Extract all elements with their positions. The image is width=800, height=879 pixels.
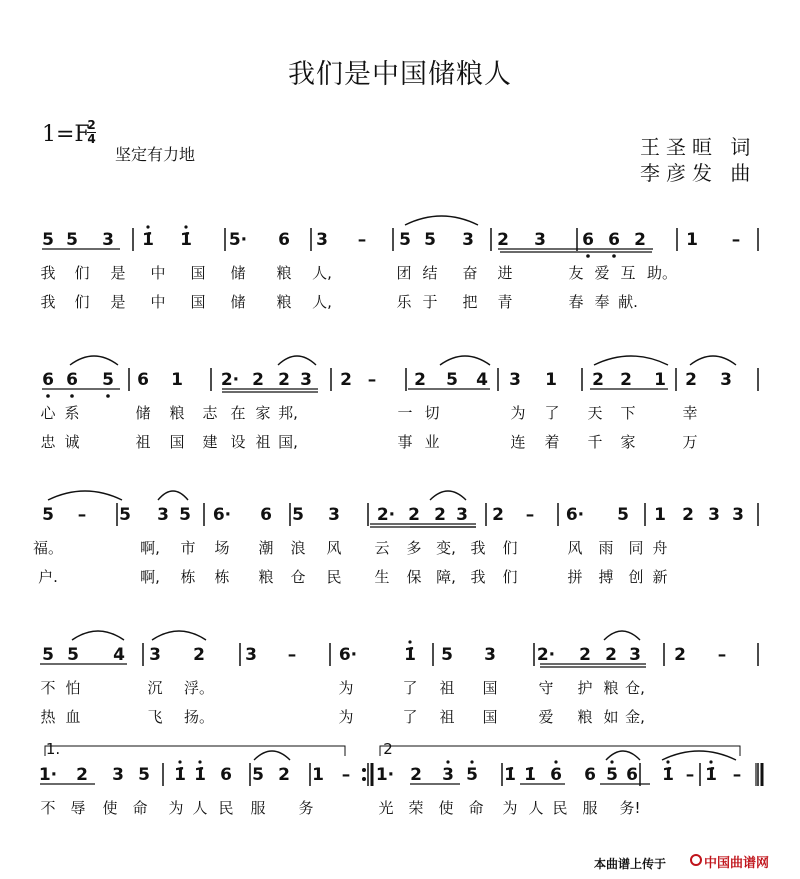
note-digit: 3 [245, 645, 257, 665]
lyric-verse1: 为 [510, 404, 526, 422]
lyric-verse2: 祖 [135, 433, 151, 451]
note-digit: 5 [617, 505, 629, 525]
note-digit: 1̇ [524, 765, 536, 785]
note-digit: 2 [579, 645, 591, 665]
note-digit: 5 [399, 230, 411, 250]
note-digit: 3 [300, 370, 312, 390]
note-digit: – [685, 765, 695, 785]
note-digit: – [341, 765, 351, 785]
lyric-verse1: 务! [619, 799, 641, 817]
lyric-verse1: 光 [378, 799, 394, 817]
lyric-verse1: 在 [230, 404, 246, 422]
lyric-verse1: 团 [396, 264, 412, 282]
lyric-verse2: 搏 [598, 568, 614, 586]
lyric-verse2: 我 [470, 568, 486, 586]
lyric-verse1: 下 [620, 404, 636, 422]
lyric-verse2: 国 [190, 293, 206, 311]
high-octave-dot [178, 760, 181, 763]
lyric-verse1: 云 [374, 539, 390, 557]
note-digit: 2 [682, 505, 694, 525]
low-octave-dot [70, 394, 74, 398]
note-digit: 1 [171, 370, 183, 390]
note-digit: – [77, 505, 87, 525]
high-octave-dot [184, 225, 187, 228]
note-digit: 2 [414, 370, 426, 390]
note-digit: 6 [220, 765, 232, 785]
lyric-verse1: 奋 [462, 264, 478, 282]
note-digit: 5 [424, 230, 436, 250]
lyric-verse1: 福。 [32, 539, 64, 557]
tie-slur [278, 356, 316, 365]
note-digit: 5 [252, 765, 264, 785]
lyric-verse1: 一 [397, 404, 413, 422]
note-digit: 3 [316, 230, 328, 250]
lyric-verse1: 守 [538, 679, 554, 697]
high-octave-dot [198, 760, 201, 763]
low-octave-dot [612, 254, 616, 258]
note-digit: 2 [193, 645, 205, 665]
lyric-verse1: 切 [424, 404, 440, 422]
lyric-verse2: 青 [497, 293, 513, 311]
lyric-verse2: 人, [312, 293, 332, 311]
lyric-verse1: 爱 [594, 264, 610, 282]
lyric-verse1: 不 [40, 799, 56, 817]
lyric-verse1: 是 [110, 264, 126, 282]
lyric-verse2: 把 [462, 293, 478, 311]
lyric-verse1: 互 [620, 264, 636, 282]
note-digit: 5 [138, 765, 150, 785]
note-digit: – [357, 230, 367, 250]
lyric-verse1: 风 [326, 539, 342, 557]
lyric-verse2: 于 [422, 293, 438, 311]
lyric-verse2: 业 [424, 433, 440, 451]
lyric-verse2: 设 [230, 433, 246, 451]
lyric-verse1: 幸 [682, 404, 698, 422]
note-digit: 4 [476, 370, 488, 390]
lyric-verse2: 国 [169, 433, 185, 451]
key-signature: 1=F [42, 122, 90, 147]
tie-slur [254, 751, 290, 760]
lyric-verse1: 粮 [169, 404, 185, 422]
high-octave-dot [470, 760, 473, 763]
note-digit: 5· [228, 230, 248, 250]
lyric-verse2: 粮 [258, 568, 274, 586]
note-digit: 1 [654, 370, 666, 390]
lyric-verse2: 粮 [577, 708, 593, 726]
lyric-verse1: 风 [567, 539, 583, 557]
note-digit: 2 [497, 230, 509, 250]
lyric-verse2: 奉 [594, 293, 610, 311]
high-octave-dot [146, 225, 149, 228]
lyric-verse1: 祖 [439, 679, 455, 697]
note-digit: 6 [137, 370, 149, 390]
lyric-verse2: 储 [230, 293, 246, 311]
note-digit: 3 [157, 505, 169, 525]
note-digit: 1̇ [504, 765, 516, 785]
note-digit: – [731, 230, 741, 250]
note-digit: 3 [462, 230, 474, 250]
lyric-verse1: 使 [438, 799, 454, 817]
score-title: 我们是中国储粮人 [288, 59, 512, 90]
note-digit: 6· [338, 645, 358, 665]
lyric-verse1: 结 [422, 264, 438, 282]
note-digit: – [367, 370, 377, 390]
lyric-verse2: 为 [338, 708, 354, 726]
lyric-verse2: 建 [202, 433, 218, 451]
lyric-verse2: 飞 [147, 708, 163, 726]
low-octave-dot [106, 394, 110, 398]
note-digit: 2 [252, 370, 264, 390]
lyric-verse2: 诚 [64, 433, 80, 451]
lyric-verse2: 千 [587, 433, 603, 451]
tie-slur [70, 356, 118, 365]
lyric-verse1: 荣 [408, 799, 424, 817]
lyric-verse2: 新 [652, 568, 668, 586]
lyric-verse2: 热 [40, 708, 56, 726]
lyric-verse1: 们 [502, 539, 518, 557]
high-octave-dot [709, 760, 712, 763]
low-octave-dot [586, 254, 590, 258]
lyric-verse1: 了 [402, 679, 418, 697]
tie-slur [594, 356, 668, 365]
lyric-verse1: 为 [168, 799, 184, 817]
note-digit: 2 [605, 645, 617, 665]
lyric-verse2: 爱 [538, 708, 554, 726]
lyric-verse1: 邦, [278, 404, 298, 422]
lyric-verse1: 务 [298, 799, 314, 817]
tie-slur [72, 631, 124, 640]
lyric-verse1: 中 [150, 264, 166, 282]
note-digit: 3 [732, 505, 744, 525]
high-octave-dot [408, 640, 411, 643]
tie-slur [152, 631, 206, 640]
note-digit: 6 [582, 230, 594, 250]
note-digit: 3 [112, 765, 124, 785]
lyric-verse1: 变, [436, 539, 456, 557]
lyric-verse1: 们 [74, 264, 90, 282]
note-digit: 1̇ [404, 645, 416, 665]
lyric-verse2: 春 [568, 293, 584, 311]
lyric-verse2: 我 [40, 293, 56, 311]
tie-slur [606, 751, 640, 760]
lyric-verse1: 人 [192, 799, 208, 817]
lyric-verse1: 人 [528, 799, 544, 817]
note-digit: 1 [654, 505, 666, 525]
lyric-verse1: 沉 [147, 679, 163, 697]
site-logo-text: 中国曲谱网 [704, 856, 770, 871]
lyric-verse1: 多 [406, 539, 422, 557]
note-digit: 4 [113, 645, 125, 665]
note-digit: – [287, 645, 297, 665]
lyric-verse2: 啊, [140, 568, 160, 586]
lyric-verse2: 们 [74, 293, 90, 311]
lyric-verse1: 民 [218, 799, 234, 817]
lyric-verse1: 为 [502, 799, 518, 817]
note-digit: 2 [685, 370, 697, 390]
note-digit: 1̇ [174, 765, 186, 785]
note-digit: 2 [278, 765, 290, 785]
note-digit: 2 [620, 370, 632, 390]
lyric-verse1: 储 [230, 264, 246, 282]
lyric-verse1: 怕 [65, 679, 81, 697]
time-signature-top: 2 [87, 118, 96, 132]
lyric-verse2: 拼 [567, 568, 583, 586]
lyric-verse1: 同 [628, 539, 644, 557]
note-digit: 3 [509, 370, 521, 390]
note-digit: 2 [634, 230, 646, 250]
note-digit: 2 [340, 370, 352, 390]
lyric-verse1: 助。 [646, 264, 678, 282]
lyric-verse1: 服 [250, 799, 266, 817]
lyric-verse1: 系 [64, 404, 80, 422]
lyric-verse1: 民 [552, 799, 568, 817]
note-digit: 5 [42, 645, 54, 665]
lyric-verse2: 连 [510, 433, 526, 451]
note-digit: 5 [67, 645, 79, 665]
lyric-verse1: 市 [180, 539, 196, 557]
lyric-verse2: 事 [397, 433, 413, 451]
lyric-verse1: 我 [470, 539, 486, 557]
note-digit: 1· [38, 765, 58, 785]
note-digit: 2 [492, 505, 504, 525]
note-digit: 3 [534, 230, 546, 250]
lyric-verse1: 护 [577, 679, 593, 697]
lyric-verse1: 人, [312, 264, 332, 282]
note-digit: 5 [102, 370, 114, 390]
lyric-verse2: 粮 [276, 293, 292, 311]
lyric-verse1: 浪 [290, 539, 306, 557]
note-digit: 6 [260, 505, 272, 525]
composer-credit: 李彦发 曲 [640, 161, 757, 185]
high-octave-dot [446, 760, 449, 763]
tie-slur [662, 751, 736, 760]
footer-uploaded-label: 本曲谱上传于 [594, 857, 667, 871]
note-digit: 1 [312, 765, 324, 785]
lyric-verse2: 扬。 [183, 708, 215, 726]
tie-slur [158, 491, 188, 500]
lyric-verse1: 家 [255, 404, 271, 422]
time-signature-bottom: 4 [87, 132, 96, 146]
lyric-verse2: 血 [65, 708, 81, 726]
tie-slur [440, 356, 490, 365]
note-digit: 3 [720, 370, 732, 390]
lyric-verse2: 献. [618, 293, 638, 311]
note-digit: 5 [446, 370, 458, 390]
note-digit: 1̇ [662, 765, 674, 785]
note-digit: 1· [375, 765, 395, 785]
note-digit: – [525, 505, 535, 525]
note-digit: 5 [119, 505, 131, 525]
note-digit: 1̇ [194, 765, 206, 785]
note-digit: 3 [456, 505, 468, 525]
lyric-verse2: 保 [406, 568, 422, 586]
note-digit: 6 [278, 230, 290, 250]
repeat-dot [362, 768, 366, 772]
tie-slur [430, 491, 466, 500]
lyric-verse2: 中 [150, 293, 166, 311]
note-digit: 6 [626, 765, 638, 785]
lyric-verse2: 户. [38, 568, 58, 586]
lyric-verse1: 命 [468, 799, 484, 817]
note-digit: 6 [550, 765, 562, 785]
lyric-verse1: 志 [202, 404, 218, 422]
lyric-verse1: 我 [40, 264, 56, 282]
lyric-verse2: 栋 [214, 568, 230, 586]
note-digit: 1 [545, 370, 557, 390]
lyric-verse2: 乐 [396, 293, 412, 311]
note-digit: 2 [76, 765, 88, 785]
note-digit: 3 [328, 505, 340, 525]
lyric-verse2: 民 [326, 568, 342, 586]
note-digit: 6 [608, 230, 620, 250]
high-octave-dot [554, 760, 557, 763]
low-octave-dot [46, 394, 50, 398]
note-digit: 5 [66, 230, 78, 250]
lyric-verse2: 们 [502, 568, 518, 586]
site-logo-icon [690, 854, 702, 866]
note-digit: 1̇ [142, 230, 154, 250]
lyric-verse1: 国 [190, 264, 206, 282]
tie-slur [690, 356, 736, 365]
lyric-verse1: 场 [214, 539, 230, 557]
note-digit: 5 [179, 505, 191, 525]
lyric-verse1: 了 [544, 404, 560, 422]
note-digit: 3 [484, 645, 496, 665]
high-octave-dot [610, 760, 613, 763]
lyric-verse2: 祖 [255, 433, 271, 451]
lyric-verse1: 粮 [276, 264, 292, 282]
note-digit: 6 [66, 370, 78, 390]
lyric-verse2: 忠 [40, 433, 56, 451]
lyric-verse1: 浮。 [183, 679, 215, 697]
note-digit: 3 [102, 230, 114, 250]
lyric-verse1: 心 [40, 404, 56, 422]
note-digit: 2 [410, 765, 422, 785]
note-digit: 2· [220, 370, 240, 390]
lyric-verse2: 了 [402, 708, 418, 726]
lyric-verse1: 潮 [258, 539, 274, 557]
note-digit: 5 [42, 230, 54, 250]
lyric-verse1: 不 [40, 679, 56, 697]
note-digit: 6 [584, 765, 596, 785]
note-digit: 2· [536, 645, 556, 665]
note-digit: 3 [149, 645, 161, 665]
lyric-verse1: 辱 [70, 799, 86, 817]
note-digit: – [732, 765, 742, 785]
lyric-verse1: 进 [497, 264, 513, 282]
high-octave-dot [666, 760, 669, 763]
note-digit: 2 [674, 645, 686, 665]
note-digit: 1̇ [180, 230, 192, 250]
lyric-verse1: 为 [338, 679, 354, 697]
lyric-verse2: 栋 [180, 568, 196, 586]
note-digit: 2· [376, 505, 396, 525]
lyric-verse2: 着 [544, 433, 560, 451]
lyric-verse2: 家 [620, 433, 636, 451]
volta-bracket-2 [380, 746, 740, 756]
lyric-verse2: 金, [625, 708, 645, 726]
lyric-verse1: 友 [568, 264, 584, 282]
lyric-verse2: 障, [436, 568, 456, 586]
lyric-verse2: 创 [628, 568, 644, 586]
lyric-verse1: 雨 [598, 539, 614, 557]
note-digit: 1 [686, 230, 698, 250]
lyricist-credit: 王圣晅 词 [640, 135, 757, 159]
lyric-verse2: 万 [682, 433, 698, 451]
tie-slur [48, 491, 122, 500]
note-digit: 5 [42, 505, 54, 525]
note-digit: 5 [292, 505, 304, 525]
lyric-verse1: 储 [135, 404, 151, 422]
note-digit: 3 [708, 505, 720, 525]
lyric-verse2: 仓 [290, 568, 306, 586]
volta-label-2: 2 [383, 740, 393, 758]
note-digit: – [717, 645, 727, 665]
lyric-verse2: 是 [110, 293, 126, 311]
volta-label-1: 1. [45, 740, 61, 758]
lyric-verse1: 天 [587, 404, 603, 422]
tie-slur [405, 216, 478, 225]
lyric-verse1: 啊, [140, 539, 160, 557]
note-digit: 2 [592, 370, 604, 390]
note-digit: 1̇ [705, 765, 717, 785]
note-digit: 5 [466, 765, 478, 785]
lyric-verse1: 仓, [625, 679, 645, 697]
lyric-verse1: 服 [582, 799, 598, 817]
lyric-verse2: 国, [278, 433, 298, 451]
note-digit: 3 [442, 765, 454, 785]
note-digit: 6 [42, 370, 54, 390]
lyric-verse2: 如 [603, 708, 619, 726]
lyric-verse1: 舟 [652, 539, 668, 557]
note-digit: 2 [278, 370, 290, 390]
lyric-verse2: 生 [374, 568, 390, 586]
tempo-marking: 坚定有力地 [115, 145, 196, 164]
note-digit: 3 [629, 645, 641, 665]
tie-slur [604, 631, 640, 640]
lyric-verse1: 命 [132, 799, 148, 817]
volta-bracket-1 [45, 746, 345, 756]
note-digit: 2 [408, 505, 420, 525]
note-digit: 6· [565, 505, 585, 525]
repeat-dot [362, 777, 366, 781]
lyric-verse1: 使 [102, 799, 118, 817]
note-digit: 2 [434, 505, 446, 525]
lyric-verse2: 国 [482, 708, 498, 726]
lyric-verse1: 粮 [603, 679, 619, 697]
note-digit: 6· [212, 505, 232, 525]
lyric-verse1: 国 [482, 679, 498, 697]
note-digit: 5 [606, 765, 618, 785]
note-digit: 5 [441, 645, 453, 665]
lyric-verse2: 祖 [439, 708, 455, 726]
